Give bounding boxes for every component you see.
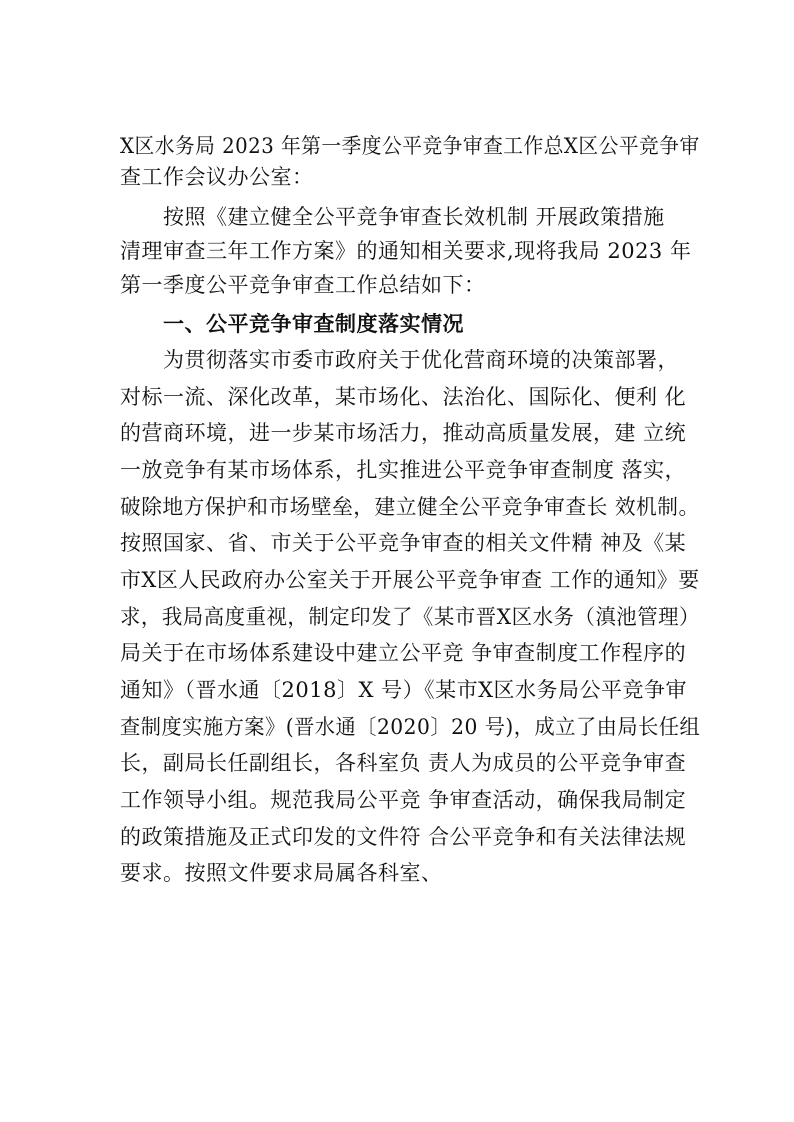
body-line-15: 要求。按照文件要求局属各科室、 [120, 861, 443, 885]
body-line-4: 一放竞争有某市场体系，扎实推进公平竞争审查制度 落实， [120, 458, 687, 482]
body-line-6: 按照国家、省、市关于公平竞争审查的相关文件精 神及《某 [120, 531, 687, 555]
body-line-5: 破除地方保护和市场壁垒，建立健全公平竞争审查长 效机制。 [120, 495, 700, 519]
body-line-3: 的营商环境，进一步某市场活力，推动高质量发展，建 立统 [120, 421, 687, 445]
body-line-10: 通知》（晋水通〔2018〕X 号）《某市X区水务局公平竞争审 [120, 678, 688, 702]
body-line-8: 求，我局高度重视，制定印发了《某市晋X区水务（滇池管理） [120, 605, 700, 629]
body-line-11: 查制度实施方案》(晋水通〔2020〕20 号)，成立了由局长任组 [120, 715, 701, 739]
body-line-2: 对标一流、深化改革，某市场化、法治化、国际化、便利 化 [120, 385, 687, 409]
body-line-7: 市X区人民政府办公室关于开展公平竞争审查 工作的通知》要 [120, 568, 700, 592]
body-line-13: 工作领导小组。规范我局公平竞 争审查活动，确保我局制定 [120, 788, 687, 812]
intro-line-3: 第一季度公平竞争审查工作总结如下： [120, 273, 486, 297]
body-line-12: 长，副局长任副组长，各科室负 责人为成员的公平竞争审查 [120, 751, 687, 775]
title-line-1: X区水务局 2023 年第一季度公平竞争审查工作总X区公平竞争审 [120, 134, 700, 158]
intro-line-1: 按照《建立健全公平竞争审查长效机制 开展政策措施 [163, 205, 665, 229]
body-line-1: 为贯彻落实市委市政府关于优化营商环境的决策部署， [163, 348, 679, 372]
title-line-2: 查工作会议办公室： [120, 165, 314, 189]
section1-heading: 一、公平竞争审查制度落实情况 [163, 312, 464, 336]
body-line-14: 的政策措施及正式印发的文件符 合公平竞争和有关法律法规 [120, 825, 687, 849]
intro-line-2: 清理审查三年工作方案》的通知相关要求,现将我局 2023 年 [120, 239, 692, 263]
body-line-9: 局关于在市场体系建设中建立公平竞 争审查制度工作程序的 [120, 641, 687, 665]
